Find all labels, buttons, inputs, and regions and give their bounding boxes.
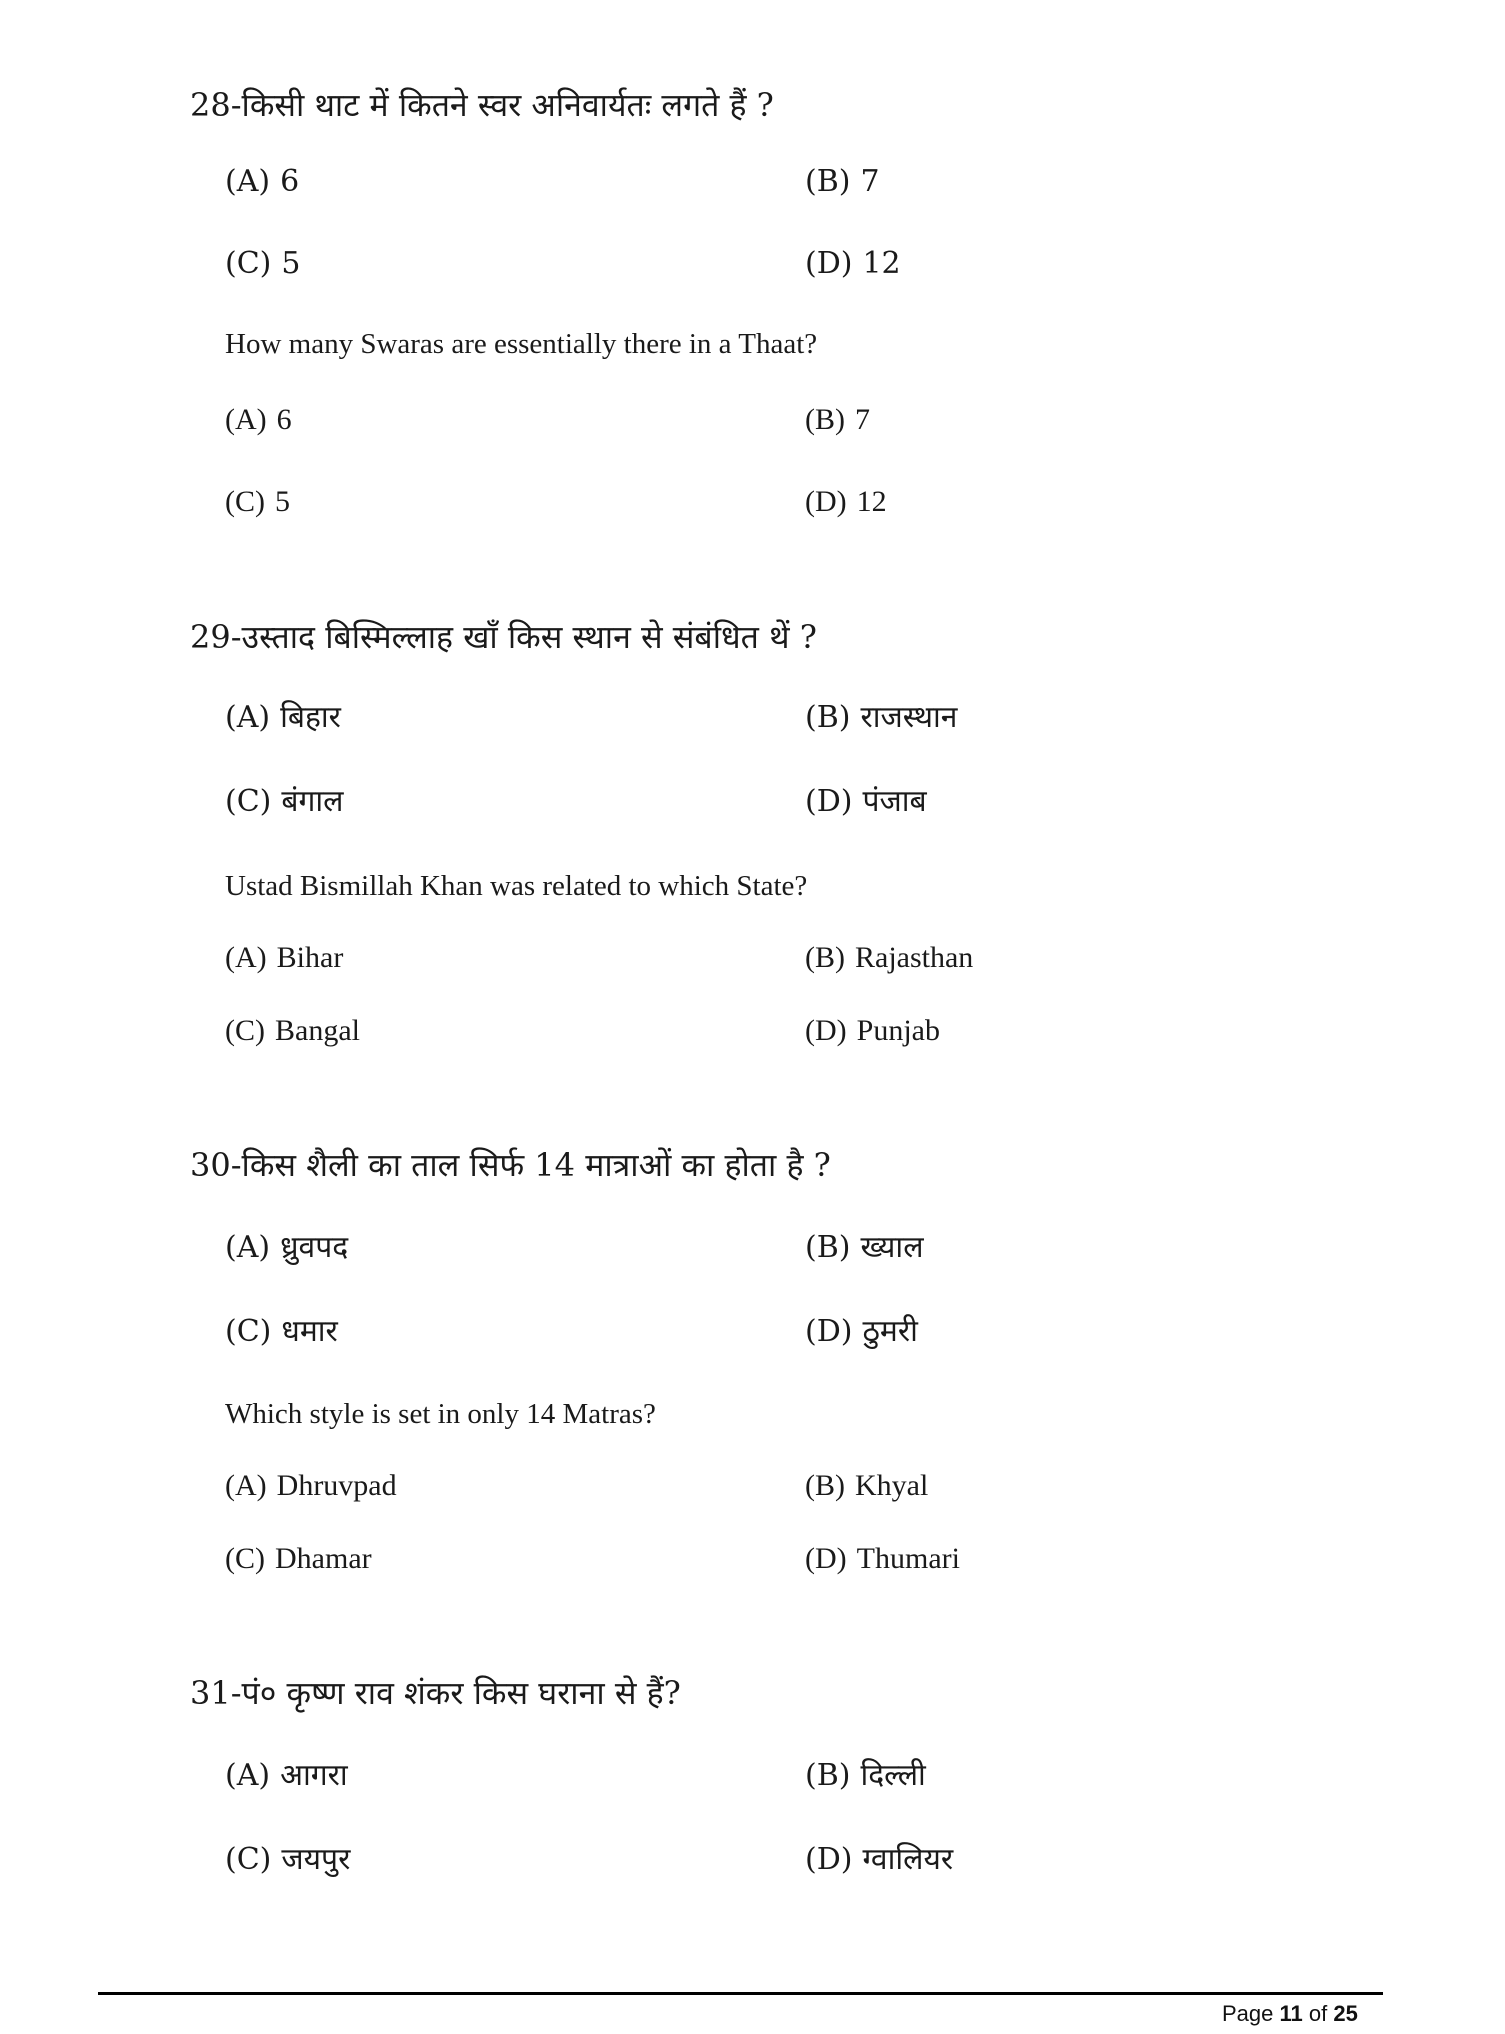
option-d: (D) 12 <box>805 246 901 281</box>
option-b: (B) दिल्ली <box>805 1758 926 1793</box>
option-c: (C) धमार <box>225 1314 338 1349</box>
option-row <box>190 1310 1370 1354</box>
option-a: (A) Bihar <box>225 941 344 974</box>
question-english-text: Which style is set in only 14 Matras? <box>225 1398 656 1430</box>
option-a: (A) ध्रुवपद <box>225 1230 349 1265</box>
option-b: (B) राजस्थान <box>805 700 958 735</box>
option-row <box>190 242 1370 286</box>
question-28 <box>190 80 1370 524</box>
question-hindi-text: 30-किस शैली का ताल सिर्फ 14 मात्राओं का होता है ? <box>190 1146 831 1184</box>
option-c: (C) बंगाल <box>225 784 344 819</box>
question-english-text: How many Swaras are essentially there in a Thaat? <box>225 328 818 360</box>
question-30 <box>190 1140 1370 1581</box>
option-d: (D) ग्वालियर <box>805 1842 954 1877</box>
option-a: (A) Dhruvpad <box>225 1469 397 1502</box>
option-c: (C) Bangal <box>225 1014 360 1047</box>
option-d: (D) Thumari <box>805 1542 960 1575</box>
option-b: (B) Rajasthan <box>805 941 974 974</box>
option-c: (C) 5 <box>225 246 301 281</box>
option-d: (D) ठुमरी <box>805 1314 918 1349</box>
page-number: Page 11 of 25 <box>1222 2001 1358 2026</box>
question-hindi-text: 28-किसी थाट में कितने स्वर अनिवार्यतः लगते हैं ? <box>190 86 774 124</box>
option-d: (D) 12 <box>805 485 887 518</box>
option-row <box>190 1754 1370 1798</box>
option-d: (D) Punjab <box>805 1014 940 1047</box>
option-c: (C) जयपुर <box>225 1842 351 1877</box>
option-b: (B) ख्याल <box>805 1230 924 1265</box>
option-row <box>190 1009 1370 1053</box>
option-row <box>190 780 1370 824</box>
option-a: (A) आगरा <box>225 1758 348 1793</box>
question-hindi-text: 31-पं० कृष्ण राव शंकर किस घराना से हैं? <box>190 1674 681 1712</box>
option-b: (B) Khyal <box>805 1469 929 1502</box>
option-row <box>190 160 1370 204</box>
option-b: (B) 7 <box>805 403 870 436</box>
option-a: (A) 6 <box>225 403 292 436</box>
option-row <box>190 480 1370 524</box>
option-c: (C) Dhamar <box>225 1542 372 1575</box>
question-31 <box>190 1668 1370 1882</box>
option-b: (B) 7 <box>805 164 880 199</box>
option-row <box>190 398 1370 442</box>
option-a: (A) बिहार <box>225 700 341 735</box>
footer-divider <box>98 1992 1383 1995</box>
option-a: (A) 6 <box>225 164 300 199</box>
option-row <box>190 1226 1370 1270</box>
option-row <box>190 936 1370 980</box>
question-29 <box>190 612 1370 1053</box>
option-row <box>190 1464 1370 1508</box>
option-d: (D) पंजाब <box>805 784 927 819</box>
option-row <box>190 1838 1370 1882</box>
question-english-text: Ustad Bismillah Khan was related to which State? <box>225 870 808 902</box>
option-c: (C) 5 <box>225 485 290 518</box>
option-row <box>190 1537 1370 1581</box>
option-row <box>190 696 1370 740</box>
question-hindi-text: 29-उस्ताद बिस्मिल्लाह खाँ किस स्थान से संबंधित थें ? <box>190 618 817 656</box>
